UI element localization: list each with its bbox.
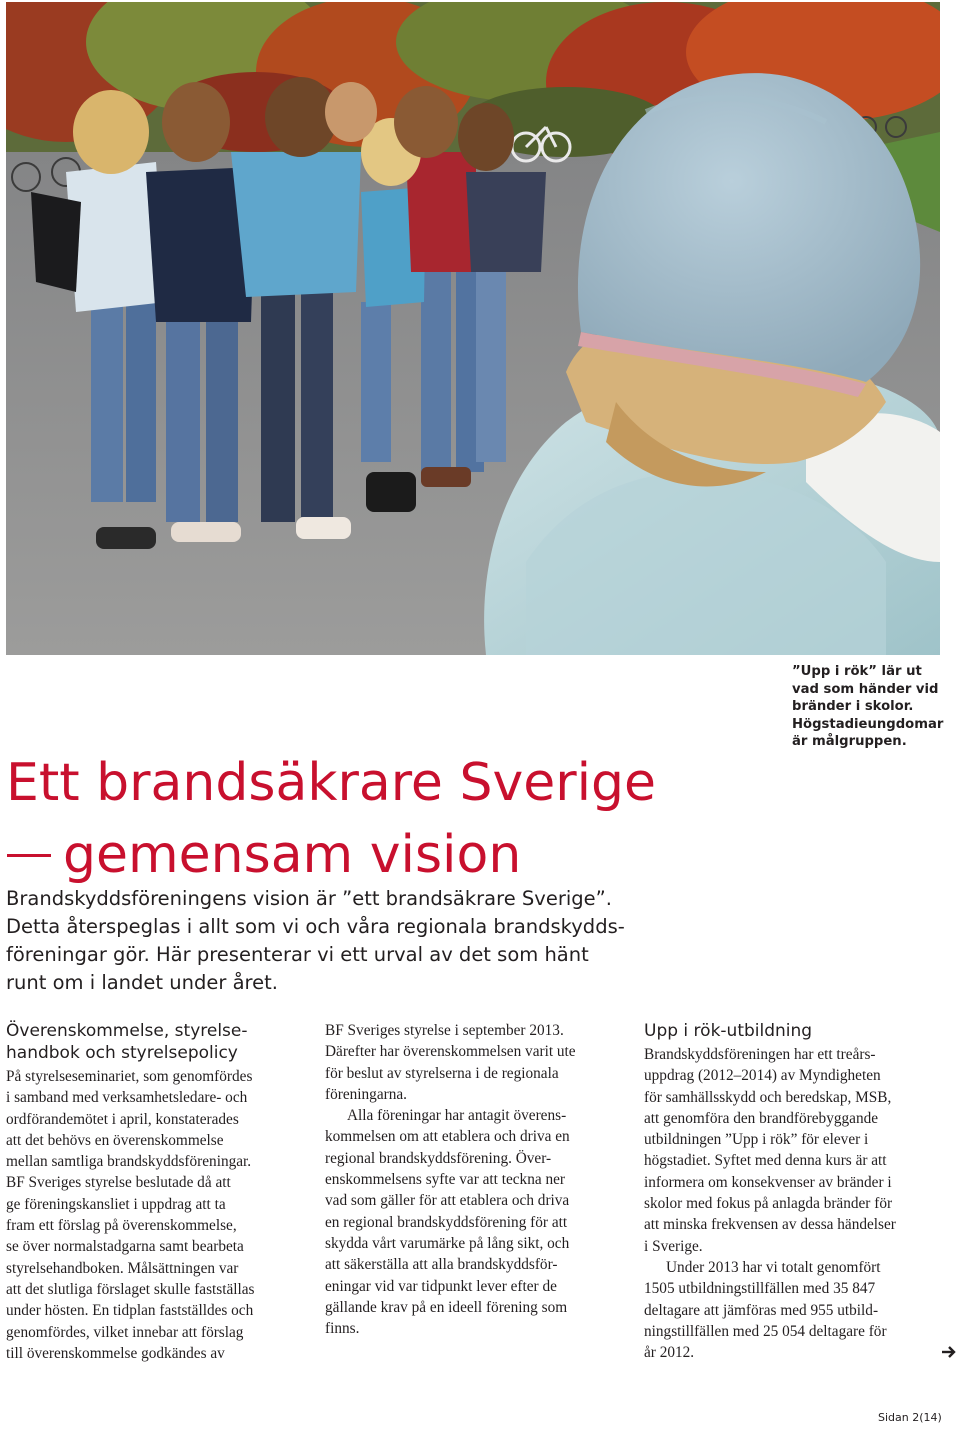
body-line: BF Sveriges styrelse i september 2013. — [325, 1022, 564, 1039]
body-line: ningstillfällen med 25 054 deltagare för — [644, 1322, 887, 1340]
title-line-1: Ett brandsäkrare Sverige — [6, 753, 657, 813]
body-line: finns. — [325, 1320, 360, 1338]
body-line: skydda vårt varumärke på lång sikt, och — [325, 1234, 570, 1252]
body-line: att genomföra den brandförebyggande — [644, 1109, 879, 1127]
body-line: under hösten. En tidplan fastställdes och — [6, 1302, 254, 1320]
body-line: år 2012. — [644, 1344, 695, 1362]
lead-paragraph — [6, 885, 706, 997]
body-line: att säkerställa att alla brandskyddsför- — [325, 1256, 558, 1274]
caption-line: är målgruppen. — [792, 734, 907, 749]
body-line: till överenskommelse godkändes av — [6, 1344, 225, 1362]
page-title — [6, 747, 766, 891]
body-line: i samband med verksamhetsledare- och — [6, 1089, 248, 1107]
column-3 — [644, 1020, 944, 1363]
body-line: Alla föreningar har antagit överens- — [347, 1107, 567, 1125]
body-line: informera om konsekvenser av bränder i — [644, 1173, 892, 1191]
body-line: Under 2013 har vi totalt genomfört — [666, 1258, 881, 1276]
continue-arrow-icon[interactable] — [940, 1343, 958, 1361]
body-line: att det slutliga förslaget skulle fastställas — [6, 1280, 255, 1298]
body-line: 1505 utbildningstillfällen med 35 847 — [644, 1280, 876, 1298]
body-line: för beslut av styrelserna i de regionala — [325, 1064, 559, 1082]
column-1 — [6, 1020, 306, 1364]
title-line-2-text: gemensam vision — [63, 825, 522, 885]
body-line: styrelsehandboken. Målsättningen var — [6, 1259, 239, 1277]
body-line: BF Sveriges styrelse beslutade då att — [6, 1174, 231, 1192]
body-line: föreningarna. — [325, 1085, 407, 1103]
lead-line: Detta återspeglas i allt som vi och våra regionala brandskydds- — [6, 915, 625, 938]
body-line: uppdrag (2012–2014) av Myndigheten — [644, 1067, 881, 1085]
caption-line: vad som händer vid — [792, 681, 939, 697]
body-line: ordförandemötet i april, konstaterades — [6, 1110, 239, 1128]
body-line: Därefter har överenskommelsen varit ute — [325, 1043, 576, 1061]
lead-line: föreningar gör. Här presenterar vi ett urval av det som hänt — [6, 943, 589, 966]
caption-line: bränder i skolor. — [792, 699, 914, 714]
body-line: På styrelseseminariet, som genomfördes — [6, 1068, 253, 1085]
photo-schoolyard-icon — [6, 2, 940, 655]
column-2 — [325, 1020, 625, 1339]
title-line-2 — [6, 819, 766, 891]
body-line: deltagare att jämföras med 955 utbild- — [644, 1301, 879, 1319]
body-line: Brandskyddsföreningen har ett treårs- — [644, 1046, 876, 1063]
body-line: mellan samtliga brandskyddsföreningar. — [6, 1153, 252, 1171]
column-1-heading — [6, 1020, 306, 1064]
cover-photo — [6, 2, 940, 655]
caption-line: Högstadieungdomar — [792, 716, 944, 732]
body-line: kommelsen om att etablera och driva en — [325, 1128, 570, 1146]
body-line: för samhällsskydd och beredskap, MSB, — [644, 1088, 892, 1106]
heading-line: Upp i rök-utbildning — [644, 1021, 813, 1041]
heading-line: handbok och styrelsepolicy — [6, 1043, 238, 1063]
body-line: gällande krav på en ideell förening som — [325, 1298, 568, 1316]
em-dash-rule — [7, 854, 51, 857]
body-line: utbildningen ”Upp i rök” för elever i — [644, 1131, 869, 1149]
column-1-body — [6, 1066, 306, 1364]
body-line: skolor med fokus på anlagda bränder för — [644, 1195, 893, 1213]
caption-line: ”Upp i rök” lär ut — [792, 664, 922, 679]
lead-line: Brandskyddsföreningens vision är ”ett brandsäkrare Sverige”. — [6, 887, 612, 910]
body-line: högstadiet. Syftet med denna kurs är att — [644, 1152, 887, 1170]
heading-line: Överenskommelse, styrelse- — [6, 1021, 248, 1041]
column-3-heading — [644, 1020, 944, 1042]
body-line: vad som gäller för att etablera och driva — [325, 1192, 570, 1210]
body-line: se över normalstadgarna samt bearbeta — [6, 1238, 244, 1256]
body-line: genomfördes, vilket innebar att förslag — [6, 1323, 244, 1341]
body-line: en regional brandskyddsförening för att — [325, 1213, 568, 1231]
page-number: Sidan 2(14) — [878, 1411, 942, 1424]
body-line: att det behövs en överenskommelse — [6, 1131, 224, 1149]
lead-line: runt om i landet under året. — [6, 971, 278, 994]
body-line: eningar vid var tidpunkt lever efter de — [325, 1277, 557, 1295]
column-2-body — [325, 1020, 625, 1339]
body-line: i Sverige. — [644, 1237, 703, 1255]
body-line: ge föreningskansliet i uppdrag att ta — [6, 1195, 226, 1213]
body-line: enskommelsens syfte var att teckna ner — [325, 1171, 565, 1189]
body-line: regional brandskyddsförening. Över- — [325, 1149, 552, 1167]
photo-caption — [792, 663, 952, 751]
body-line: fram ett förslag på överenskommelse, — [6, 1217, 237, 1235]
body-line: att minska frekvensen av dessa händelser — [644, 1216, 896, 1234]
column-3-body — [644, 1044, 944, 1363]
